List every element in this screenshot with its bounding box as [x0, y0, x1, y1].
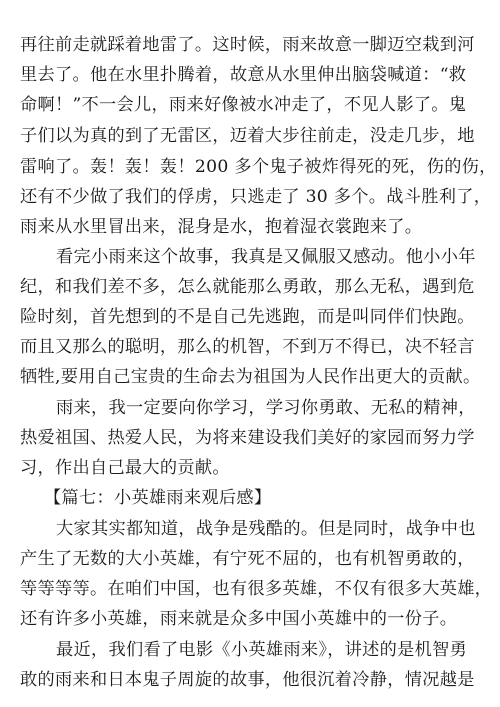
- line-text: 热爱祖国、热爱人民，为将来建设我们美好的家园而努力学: [20, 428, 475, 448]
- text-line: [0, 121, 500, 151]
- line-text: 纪，和我们差不多，怎么就能那么勇敢，那么无私，遇到危: [20, 277, 475, 297]
- line-text: 牺牲,要用自己宝贵的生命去为祖国为人民作出更大的贡献。: [20, 367, 481, 387]
- line-text: 等等等等。在咱们中国，也有很多英雄，不仅有很多大英雄，: [20, 579, 493, 599]
- line-text: 产生了无数的大小英雄，有宁死不屈的，也有机智勇敢的，: [20, 549, 475, 569]
- line-text: 险时刻，首先想到的不是自己先逃跑，而是叫同伴们快跑。: [20, 307, 475, 327]
- text-line: [0, 393, 500, 423]
- line-text: 大家其实都知道，战争是残酷的。但是同时，战争中也: [56, 519, 476, 539]
- text-line: [0, 332, 500, 362]
- text-line: [0, 665, 500, 695]
- text-line: [0, 635, 500, 665]
- text-line: [0, 362, 500, 392]
- text-line: [0, 182, 500, 212]
- line-text: 雷响了。轰！轰！轰！200 多个鬼子被炸得死的死，伤的伤，: [20, 157, 497, 177]
- text-line: [0, 90, 500, 120]
- text-line: [0, 272, 500, 302]
- line-text: 里去了。他在水里扑腾着，故意从水里伸出脑袋喊道：“救: [20, 65, 467, 85]
- line-text: 习，作出自己最大的贡献。: [20, 458, 230, 478]
- line-text: 雨来从水里冒出来，混身是水，抱着湿衣裳跑来了。: [20, 217, 423, 237]
- text-line: [0, 453, 500, 483]
- text-line: [0, 152, 500, 182]
- line-text: 敢的雨来和日本鬼子周旋的故事，他很沉着冷静，情况越是: [20, 670, 475, 690]
- line-text: 而且又那么的聪明，那么的机智，不到万不得已，决不轻言: [20, 337, 475, 357]
- text-line: [0, 574, 500, 604]
- text-line: [0, 423, 500, 453]
- text-line: [0, 302, 500, 332]
- text-line: [0, 212, 500, 242]
- line-text: 还有许多小英雄，雨来就是众多中国小英雄中的一份子。: [20, 609, 458, 629]
- line-text: 子们以为真的到了无雷区，迈着大步往前走，没走几步，地: [20, 126, 475, 146]
- section-heading-text: 【篇七：小英雄雨来观后感】: [44, 488, 272, 508]
- text-line: [0, 514, 500, 544]
- section-heading: [0, 483, 500, 513]
- line-text: 再往前走就踩着地雷了。这时候，雨来故意一脚迈空栽到河: [20, 35, 475, 55]
- text-line: [0, 544, 500, 574]
- line-text: 命啊！”不一会儿，雨来好像被水冲走了，不见人影了。鬼: [20, 95, 467, 115]
- line-text: 最近，我们看了电影《小英雄雨来》，讲述的是机智勇: [56, 640, 468, 660]
- text-line: [0, 242, 500, 272]
- text-line: [0, 30, 500, 60]
- line-text: 看完小雨来这个故事，我真是又佩服又感动。他小小年: [56, 247, 476, 267]
- text-line: [0, 60, 500, 90]
- line-text: 还有不少做了我们的俘虏，只逃走了 30 多个。战斗胜利了，: [20, 187, 492, 207]
- text-line: [0, 604, 500, 634]
- line-text: 雨来，我一定要向你学习，学习你勇敢、无私的精神，: [56, 398, 476, 418]
